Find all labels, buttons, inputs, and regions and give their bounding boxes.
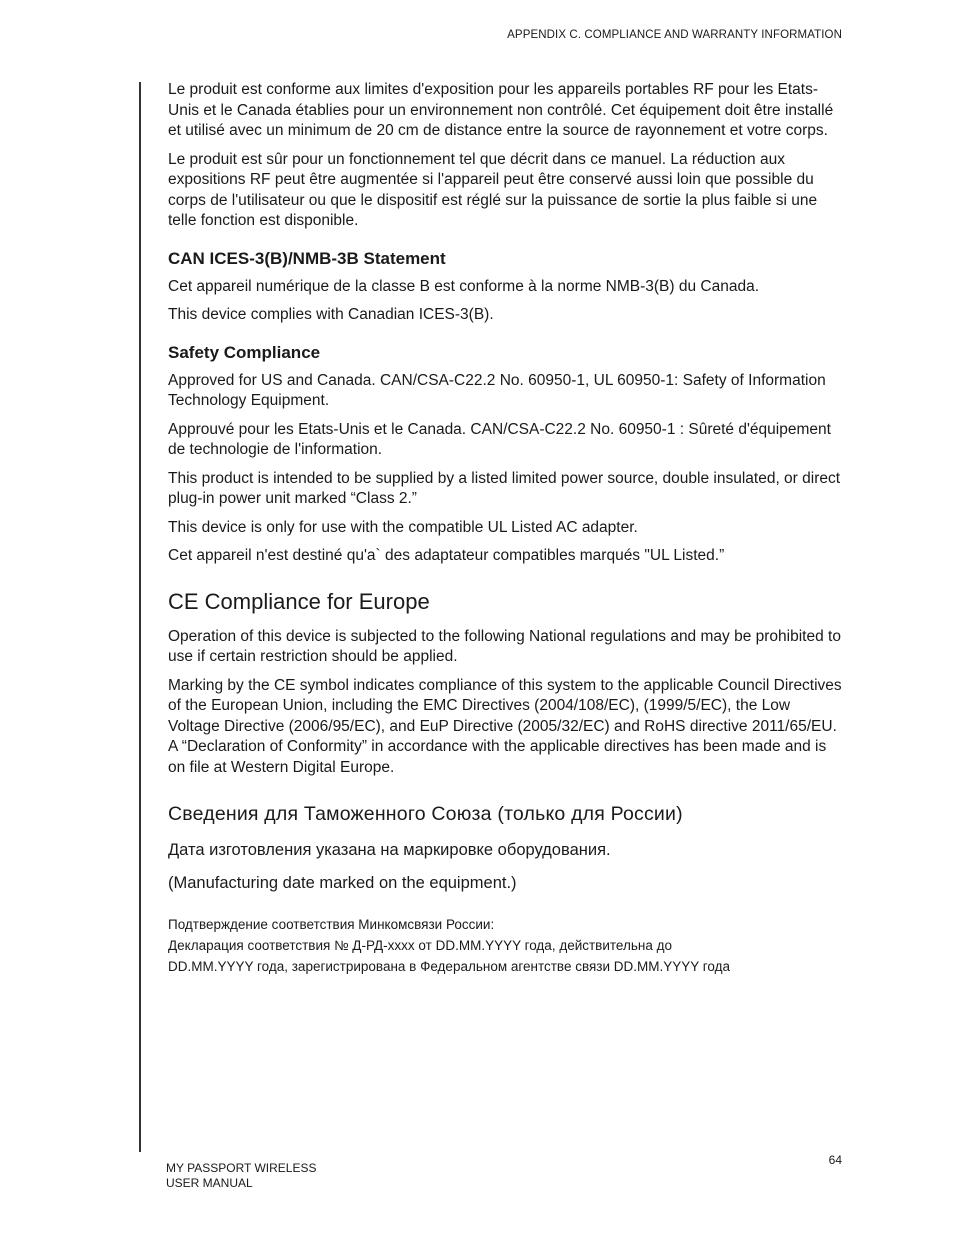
safety-approval-french-paragraph: Approuvé pour les Etats-Unis et le Canada. CAN/CSA-C22.2 No. 60950-1 : Sûreté d'équipement de technologie de l'information. (168, 420, 831, 458)
page-content (168, 80, 844, 977)
footer-doc-name: USER MANUAL (166, 1176, 253, 1190)
ac-adapter-paragraph: This device is only for use with the compatible UL Listed AC adapter. (168, 518, 638, 536)
margin-rule (139, 82, 141, 1152)
rf-safety-paragraph: Le produit est sûr pour un fonctionnement tel que décrit dans ce manuel. La réduction aux expositions RF peut être augmentée si l'appareil peut être conservé aussi loin que possible du corps de l'utilisateur ou que le dispositif est réglé sur la puissance de sortie la plus faible si une telle fonction est disponible. (168, 150, 818, 229)
safety-compliance-heading: Safety Compliance (168, 342, 321, 362)
ac-adapter-french-paragraph: Cet appareil n'est destiné qu'a` des adaptateur compatibles marqués "UL Listed.” (168, 547, 725, 564)
can-ices-heading: CAN ICES-3(B)/NMB-3B Statement (168, 248, 446, 268)
running-header: APPENDIX C. COMPLIANCE AND WARRANTY INFORMATION (507, 29, 842, 41)
declaration-line-3: DD.MM.YYYY года, зарегистрирована в Федеральном агентстве связи DD.MM.YYYY года (168, 959, 731, 974)
footer-product (166, 1161, 317, 1191)
footer-product-name: MY PASSPORT WIRELESS (166, 1161, 317, 1175)
manufacturing-date-russian: Дата изготовления указана на маркировке оборудования. (168, 841, 611, 859)
ce-marking-paragraph: Marking by the CE symbol indicates compliance of this system to the applicable Council Directives of the European Union, including the EMC Directives (2004/108/EC), (1999/5/EC), the Low Voltage Directive (2006/95/EC), and EuP Directive (2005/32/EC) and RoHS directive 2011/65/EU. A “Declaration of Conformity” in accordance with the applicable directives has been made and is on file at Western Digital Europe. (168, 676, 842, 776)
declaration-block (168, 914, 844, 977)
rf-exposure-paragraph: Le produit est conforme aux limites d'exposition pour les appareils portables RF pour les Etats-Unis et le Canada établies pour un environnement non contrôlé. Cet équipement doit être installé et utilisé avec un minimum de 20 cm de distance entre la source de rayonnement et votre corps. (168, 81, 834, 139)
can-ices-french-paragraph: Cet appareil numérique de la classe B est conforme à la norme NMB-3(B) du Canada. (168, 277, 760, 295)
safety-approval-paragraph: Approved for US and Canada. CAN/CSA-C22.2 No. 60950-1, UL 60950-1: Safety of Information Technology Equipment. (168, 371, 826, 409)
declaration-line-1: Подтверждение соответствия Минкомсвязи России: (168, 917, 495, 932)
manufacturing-date-english: (Manufacturing date marked on the equipment.) (168, 874, 517, 892)
page-number: 64 (828, 1153, 842, 1167)
ce-regulations-paragraph: Operation of this device is subjected to the following National regulations and may be prohibited to use if certain restriction should be applied. (168, 627, 841, 665)
declaration-line-2: Декларация соответствия № Д-РД-xxxx от DD.MM.YYYY года, действительна до (168, 938, 672, 953)
customs-union-heading: Сведения для Таможенного Союза (только для России) (168, 803, 683, 825)
power-source-paragraph: This product is intended to be supplied by a listed limited power source, double insulated, or direct plug-in power unit marked “Class 2.” (168, 469, 841, 507)
can-ices-english-paragraph: This device complies with Canadian ICES-3(B). (168, 306, 494, 323)
ce-compliance-heading: CE Compliance for Europe (168, 588, 430, 614)
